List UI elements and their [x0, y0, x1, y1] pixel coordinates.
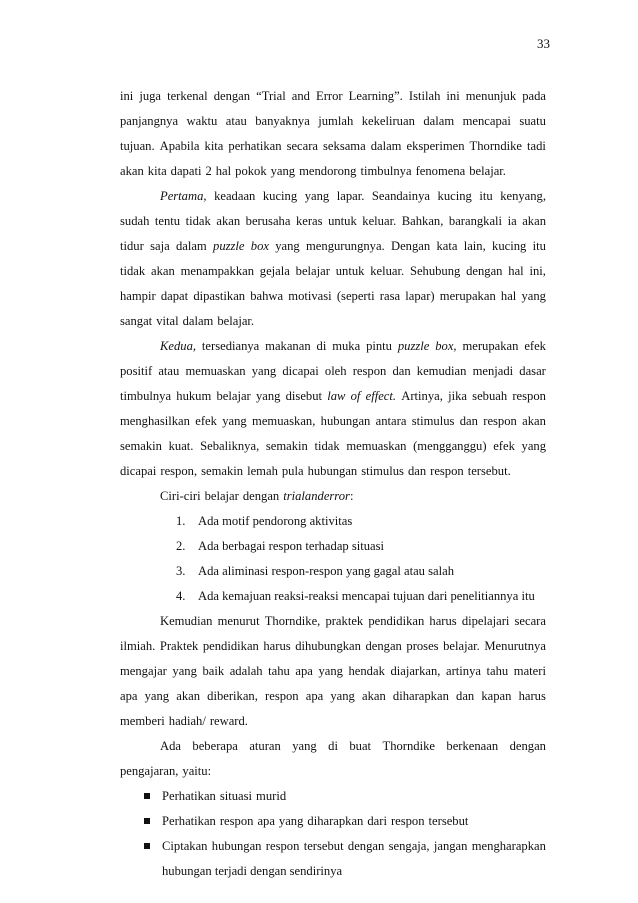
word: Error [316, 89, 343, 103]
word: pokok [235, 164, 267, 178]
word: and [304, 489, 324, 503]
text-line [120, 459, 546, 484]
word: yang [255, 389, 281, 403]
word: diharapkan [307, 814, 364, 828]
word: kapan [481, 689, 512, 703]
text-line [120, 109, 546, 134]
word: pendidikan [202, 639, 259, 653]
word: yang [292, 739, 317, 753]
word: lain, [463, 239, 486, 253]
word: dengan [365, 639, 402, 653]
word: atau [225, 114, 247, 128]
word: apa [305, 689, 324, 703]
word: suatu [519, 114, 546, 128]
word: tersedianya [201, 339, 260, 353]
word: kucing [492, 239, 527, 253]
word: menghasilkan [120, 414, 190, 428]
paragraph-block-2 [120, 609, 546, 784]
text-line [120, 84, 546, 109]
numbered-item [120, 559, 546, 584]
word: vital [156, 314, 179, 328]
word: tersebut. [467, 464, 511, 478]
word: waktu [186, 114, 218, 128]
word: dalam [370, 139, 402, 153]
word: merupakan [462, 339, 519, 353]
word: respon [265, 689, 299, 703]
word: Kemudian [160, 614, 213, 628]
word: hubungan [307, 464, 358, 478]
word: stimulus [361, 464, 404, 478]
word: 2 [205, 164, 212, 178]
word: murid [256, 789, 287, 803]
word: dasar [519, 364, 546, 378]
word: akan [120, 164, 144, 178]
word: ini, [529, 264, 546, 278]
word: tahu [486, 664, 509, 678]
word: tidak [120, 264, 146, 278]
word: yang [330, 689, 355, 703]
bullet-item [120, 784, 546, 809]
word: tujuan. [120, 139, 155, 153]
word: diajarkan, [390, 664, 441, 678]
word: puzzle [213, 239, 245, 253]
word: akan [522, 214, 546, 228]
word: barangkali [448, 214, 503, 228]
word: saja [150, 239, 170, 253]
item-text: Ada kemajuan reaksi-reaksi mencapai tujuan dari penelitiannya itu [198, 589, 535, 603]
word: efek [493, 439, 515, 453]
word: belajar [204, 489, 239, 503]
word: Dengan [391, 239, 431, 253]
word: buat [349, 739, 372, 753]
word: harus [429, 614, 457, 628]
word: respon [265, 839, 300, 853]
word: menurut [217, 614, 260, 628]
word: Ciptakan [162, 839, 208, 853]
word: dengan [213, 89, 251, 103]
numbered-item [120, 584, 546, 609]
word: proses [406, 639, 439, 653]
word: kemudian [416, 364, 467, 378]
document-body [120, 84, 546, 884]
word: ini [120, 89, 134, 103]
word: hubungan [320, 414, 371, 428]
word: untuk [328, 214, 357, 228]
item-text: Ada berbagai respon terhadap situasi [198, 539, 385, 553]
bullet-item [120, 834, 546, 859]
word: apa [295, 664, 313, 678]
text-line [120, 634, 546, 659]
word: Apabila [159, 139, 200, 153]
word: mencapai [462, 114, 511, 128]
word: yang [304, 189, 330, 203]
text-line [120, 284, 546, 309]
word: respon [390, 814, 425, 828]
word: kekeliruan [361, 114, 415, 128]
word: tahu [268, 664, 290, 678]
word: apa [120, 689, 138, 703]
word: pengajaran, [120, 764, 179, 778]
word: Istilah [408, 89, 441, 103]
word: efek [524, 339, 546, 353]
word: itu [479, 189, 493, 203]
word: yang [270, 164, 296, 178]
text-line [120, 734, 546, 759]
word: secara [286, 139, 319, 153]
word: adalah [229, 664, 263, 678]
word: respon [483, 414, 517, 428]
word: dengan [347, 839, 385, 853]
word: belajar. [443, 639, 480, 653]
word: praktek [325, 614, 364, 628]
bullet-item [120, 809, 546, 834]
word: baik [202, 664, 225, 678]
word: dari [367, 814, 387, 828]
word: keras [295, 214, 323, 228]
text-line [120, 259, 546, 284]
square-bullet-icon [144, 843, 150, 849]
word: belajar. [469, 164, 506, 178]
word: hampir [120, 289, 156, 303]
numbered-list [120, 509, 546, 609]
word: effect. [365, 389, 397, 403]
word: puzzle [397, 339, 430, 353]
word: Seandainya [371, 189, 430, 203]
word: kenyang, [500, 189, 546, 203]
item-number: 1. [176, 514, 186, 528]
item-number: 4. [176, 589, 186, 603]
word: semakin [201, 464, 244, 478]
word: Sebaliknya, [200, 439, 260, 453]
word: memuaskan [346, 439, 407, 453]
word: hukum [176, 389, 212, 403]
word: positif [120, 364, 153, 378]
word: berusaha [245, 214, 291, 228]
word: keadaan [214, 189, 256, 203]
word: box [250, 239, 269, 253]
word: dengan [509, 739, 546, 753]
word: yang [318, 664, 343, 678]
word: belajar. [217, 314, 255, 328]
word: harus [263, 639, 291, 653]
text-line [120, 159, 546, 184]
word: disebut [285, 389, 323, 403]
word: Praktek [159, 639, 199, 653]
item-number: 3. [176, 564, 186, 578]
word: yang [251, 364, 277, 378]
word: (seperti [336, 289, 375, 303]
word: lapar) [405, 289, 435, 303]
word: eksperimen [406, 139, 465, 153]
word: Pertama, [160, 189, 207, 203]
word: Bahkan, [401, 214, 444, 228]
word: Sehubung [409, 264, 461, 278]
word: lapar. [336, 189, 365, 203]
word: sebuah [472, 389, 508, 403]
square-bullet-icon [144, 818, 150, 824]
word: diberikan, [207, 689, 258, 703]
word: respon [512, 389, 546, 403]
word: untuk [335, 264, 365, 278]
text-line [120, 409, 546, 434]
word: muka [332, 339, 361, 353]
word: timbulnya [360, 164, 412, 178]
word: dan [456, 689, 475, 703]
text-line [120, 434, 546, 459]
word: dalam [182, 314, 214, 328]
word: Artinya, [401, 389, 443, 403]
word: antara [375, 414, 407, 428]
text-line [120, 759, 546, 784]
word: semakin [120, 439, 162, 453]
word: hubungan [211, 839, 262, 853]
text-line [120, 234, 546, 259]
word: tidak [185, 214, 211, 228]
word: fenomena [415, 164, 466, 178]
word: akan [150, 264, 175, 278]
word: tersebut [303, 839, 344, 853]
numbered-item [120, 534, 546, 559]
item-text: Ada motif pendorong aktivitas [198, 514, 353, 528]
text-line [120, 359, 546, 384]
word: Menurutnya [484, 639, 546, 653]
word: pendidikan [368, 614, 425, 628]
word: dicapai [282, 364, 319, 378]
word: atau [158, 364, 180, 378]
word: di [328, 739, 338, 753]
word: yang [144, 689, 170, 703]
word: dalam [423, 114, 455, 128]
text-line [120, 659, 546, 684]
word: trial [283, 489, 305, 503]
word: menunjuk [465, 89, 517, 103]
word: akan [522, 414, 546, 428]
text-line [120, 334, 546, 359]
word: dapat [160, 289, 189, 303]
word: semakin [265, 439, 308, 453]
word: kata [436, 239, 458, 253]
word: Perhatikan [162, 814, 216, 828]
word: akan [216, 214, 241, 228]
page-number: 33 [537, 36, 550, 51]
word: panjangnya [120, 114, 179, 128]
word: lemah [247, 464, 278, 478]
word: kita [147, 164, 167, 178]
word: kuat. [168, 439, 194, 453]
word: : [349, 489, 354, 503]
word: dan [407, 464, 427, 478]
word: juga [139, 89, 162, 103]
word: sangat [120, 314, 153, 328]
word: “Trial [256, 89, 286, 103]
word: berkenaan [446, 739, 499, 753]
word: menampakkan [180, 264, 254, 278]
word: ia [507, 214, 517, 228]
word: reward. [209, 714, 248, 728]
word: seksama [323, 139, 366, 153]
word: memuaskan, [252, 414, 316, 428]
word: stimulus [411, 414, 455, 428]
word: respon, [160, 464, 198, 478]
word: Ciri-ciri [160, 489, 201, 503]
text-line [120, 709, 546, 734]
word: Thorndike, [264, 614, 321, 628]
word: gejala [259, 264, 290, 278]
word: efek [195, 414, 217, 428]
word: apa [257, 814, 275, 828]
word: oleh [324, 364, 347, 378]
word: hal [500, 289, 517, 303]
word: di [316, 339, 327, 353]
word: jika [448, 389, 467, 403]
word: memberi [120, 714, 165, 728]
word: banyaknya [255, 114, 310, 128]
word: hal [508, 264, 524, 278]
word: akan [176, 689, 201, 703]
item-number: 2. [176, 539, 186, 553]
word: itu [532, 239, 546, 253]
word: sengaja, [388, 839, 430, 853]
word: hadiah/ [168, 714, 206, 728]
text-line [120, 609, 546, 634]
word: beberapa [192, 739, 238, 753]
word: yang [521, 439, 546, 453]
word: yang [275, 239, 300, 253]
text-line [120, 209, 546, 234]
bullet-continuation: hubungan terjadi dengan sendirinya [162, 864, 343, 878]
text-line [120, 684, 546, 709]
word: Perhatikan [162, 789, 216, 803]
text-line [120, 134, 546, 159]
word: dihubungkan [295, 639, 361, 653]
word: mengurungnya. [306, 239, 385, 253]
word: tidak [314, 439, 340, 453]
paragraph-block-1 [120, 84, 546, 509]
word: (mengganggu) [413, 439, 487, 453]
word: error [323, 489, 350, 503]
bullet-list [120, 784, 546, 859]
word: hendak [348, 664, 385, 678]
word: situasi [219, 789, 253, 803]
word: perhatikan [228, 139, 282, 153]
word: of [350, 389, 361, 403]
word: belajar [216, 389, 251, 403]
word: rasa [379, 289, 401, 303]
word: yang [521, 289, 546, 303]
word: mengajar [120, 664, 167, 678]
text-line [120, 309, 546, 334]
word: dipastikan [193, 289, 246, 303]
word: yaitu: [182, 764, 212, 778]
word: belajar [295, 264, 330, 278]
word: makanan [265, 339, 311, 353]
square-bullet-icon [144, 793, 150, 799]
word: dipelajari [461, 614, 510, 628]
text-line [120, 484, 546, 509]
word: keluar. [370, 264, 405, 278]
word: dapati [170, 164, 202, 178]
word: hal [215, 164, 232, 178]
word: merupakan [439, 289, 496, 303]
word: artinya [446, 664, 481, 678]
word: jumlah [318, 114, 354, 128]
word: tidur [120, 239, 144, 253]
word: Kedua, [160, 339, 197, 353]
word: mengharapkan [471, 839, 546, 853]
word: pintu [366, 339, 392, 353]
word: yang [172, 664, 197, 678]
numbered-item [120, 509, 546, 534]
text-line [120, 384, 546, 409]
word: dengan [242, 489, 280, 503]
word: Ada [160, 739, 181, 753]
word: akan [362, 689, 386, 703]
word: harus [518, 689, 546, 703]
text-line [120, 184, 546, 209]
word: motivasi [288, 289, 332, 303]
word: kita [204, 139, 224, 153]
word: pula [281, 464, 304, 478]
word: tentu [154, 214, 181, 228]
word: secara [514, 614, 546, 628]
word: dalam [175, 239, 207, 253]
word: dan [459, 414, 478, 428]
word: respon [219, 814, 254, 828]
word: box, [435, 339, 457, 353]
word: law [327, 389, 346, 403]
word: keluar. [362, 214, 397, 228]
word: Thorndike [469, 139, 523, 153]
word: mendorong [299, 164, 357, 178]
word: sudah [120, 214, 150, 228]
word: jangan [433, 839, 468, 853]
word: pada [522, 89, 546, 103]
item-text: Ada aliminasi respon-respon yang gagal atau salah [198, 564, 454, 578]
word: tersebut [428, 814, 469, 828]
word: terkenal [167, 89, 208, 103]
word: dengan [466, 264, 503, 278]
word: ini [446, 89, 460, 103]
word: dicapai [120, 464, 157, 478]
word: bahwa [250, 289, 284, 303]
word: Thorndike [382, 739, 435, 753]
word: yang [278, 814, 304, 828]
word: yang [222, 414, 247, 428]
word: kucing [437, 189, 472, 203]
word: respon [430, 464, 464, 478]
word: Learning”. [348, 89, 403, 103]
word: kucing [262, 189, 298, 203]
word: memuaskan [185, 364, 246, 378]
word: timbulnya [120, 389, 172, 403]
word: respon [352, 364, 387, 378]
word: materi [513, 664, 546, 678]
word: menjadi [472, 364, 514, 378]
word: dan [392, 364, 411, 378]
word: aturan [249, 739, 281, 753]
word: diharapkan [392, 689, 449, 703]
word: tadi [527, 139, 546, 153]
word: and [291, 89, 310, 103]
word: ilmiah. [120, 639, 156, 653]
